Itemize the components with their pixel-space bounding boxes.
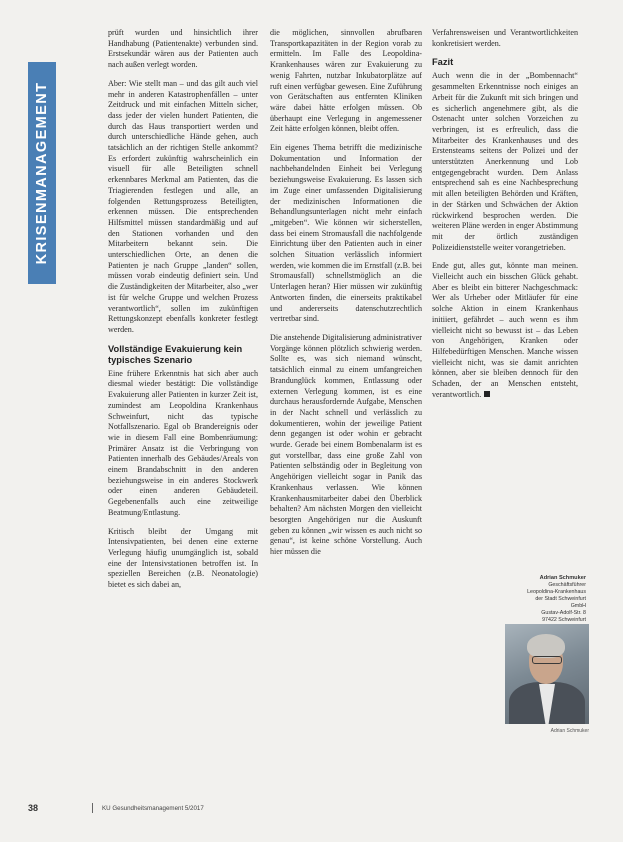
end-mark-icon [484, 391, 490, 397]
paragraph: Ein eigenes Thema betrifft die medizinische Dokumentation und Information der nachbehandelnden Einheit bei Verlegung beziehungsweise Evakuierung. Es lassen sich im Zuge einer umfassenden Digitalisierung der medizinischen Informationen die Behandlungsunterlagen nicht mehr einfach „mitgeben“. Wie können wir sicherstellen, dass bei einem Stromausfall die nachfolgende Einrichtung über den Patienten auch in einer solchen Situation verlässlich informiert werden, wie kommen die im Ernstfall (z.B. bei Stromausfall) schnellstmöglich an die Unterlagen heran? Hier müssen wir zukünftig Antworten finden, die einerseits praktikabel und andererseits datenschutzrechtlich vertretbar sind. [270, 143, 422, 324]
closing-text: Ende gut, alles gut, könnte man meinen. Vielleicht auch ein bisschen Glück gehabt. Aber es bleibt ein bitterer Nachgeschmack: Wer als Urheber oder Mitläufer für eine solche Aktion in einem Krankenhaus initiiert, gefährdet – auch wenn es ihm vielleicht nicht so bewusst ist – das Leben von Angehörigen, Kranken oder Hilfebedürftigen Menschen. Manche wissen vielleicht nicht, was sie damit anrichten können, aber sie bleiben dennoch für den Schaden, der an Menschen entsteht, verantwortlich. [432, 261, 578, 399]
author-organization: Leopoldina-Krankenhaus [527, 589, 586, 595]
author-box [520, 575, 586, 624]
section-label: KRISENMANAGEMENT [34, 81, 50, 265]
section-heading: Fazit [432, 57, 454, 68]
footer-divider [92, 803, 93, 813]
article-column-3 [432, 28, 578, 409]
photo-caption: Adrian Schmuker [550, 728, 589, 734]
author-name: Adrian Schmuker [539, 575, 586, 581]
author-organization-2: der Stadt Schweinfurt GmbH [535, 596, 586, 609]
paragraph [432, 261, 578, 400]
section-heading: Vollständige Evakuierung kein typisches Szenario [108, 343, 243, 365]
author-photo [505, 624, 589, 724]
paragraph: Aber: Wie stellt man – und das gilt auch viel mehr in anderen Katastrophenfällen – unter Zeitdruck und mit einfachen Mitteln sicher, dass jeder der vielen hundert Patienten, die durch das Haus transportiert werden und durch unterschiedliche Hände gehen, auch tatsächlich an der richtigen Stelle ankommt? Es erfordert zukünftig wahrscheinlich ein visuell für alle Beteiligten schnell erkennbares Merkmal am Patienten, das die Triagierenden festlegen und alle, an folgenden Rettungsprozess Beteiligten, erkennen müssen. Die entsprechenden Hilfsmittel müssen standardmäßig und auf den Stationen vorhanden und den Mitarbeitern bekannt sein. Die unterschiedlichen Orte, an denen die Patienten je nach Gruppe „landen“ sollen, müssen vorab eindeutig definiert sein. Und die Zuständigkeiten der Mitarbeiter, also „wer ist für welche Gruppe und welchen Prozess verantwortlich“, sollen im zukünftigen Rettungskonzept ebenfalls konkreter festlegt werden. [108, 78, 258, 334]
paragraph: Die anstehende Digitalisierung administrativer Vorgänge können plötzlich schwierig werden. Sollte es, was sich niemand wünscht, tatsächlich einmal zu einem umfangreichen Brandunglück kommen, Entlassung oder externen Verlegung kommen, ist es eine durchaus herausfordernde Aufgabe, Menschen in der Nacht schnell und verlässlich zu dokumentieren, wohin der jeweilige Patient denn gegangen ist oder wohin er gebracht wurde. Gerade bei einem Bombenalarm ist es gut vorstellbar, dass eine große Zahl von Patienten selbständig oder in Begleitung von Angehörigen vielleicht sogar in Panik das Krankenhaus verlassen. Wie können Krankenhausmitarbeiter dabei den Überblick behalten? Am nächsten Morgen den vielleicht besorgten Angehörigen nur die Auskunft geben zu können „wir wissen es auch nicht so genau“, ist keine schöne Vorstellung. Auch hier müssen die [270, 332, 422, 557]
publication-name: KU Gesundheitsmanagement 5/2017 [102, 805, 204, 812]
paragraph: prüft wurden und hinsichtlich ihrer Handhabung (Patientenakte) verbunden sind. Erstsekundär wären aus der Patienten auch nach außen verlegt worden. [108, 28, 258, 70]
article-column-1 [108, 28, 258, 599]
page-footer [28, 803, 588, 817]
author-title: Geschäftsführer [548, 582, 586, 588]
paragraph: Auch wenn die in der „Bombennacht“ gesammelten Erkenntnisse noch einiges an Arbeit für die Zukunft mit sich bringen und es sicherlich angenehmere gibt, als die Ostenacht unter solchen Vorzeichen zu verbringen, ist es erfreulich, dass die Mitarbeiter des Krankenhauses und des Erstensteams seitens der Polizei und der unterstützten Anerkennung und Lob entgegengebracht wurden. Dem Anlass entsprechend sah es eine Nachbesprechung mit allen beteiligten Behörden und Kräften, in der Stärken und Schwächen der Aktion rückwirkend besprochen werden. Die weiteren Pläne werden in enger Abstimmung mit der örtlich zuständigen Polizeidienststelle weiter vorangetrieben. [432, 71, 578, 252]
page-number: 38 [28, 803, 39, 813]
author-city: 97422 Schweinfurt [542, 617, 586, 623]
paragraph: Verfahrensweisen und Verantwortlichkeiten konkretisiert werden. [432, 28, 578, 48]
author-street: Gustav-Adolf-Str. 8 [541, 610, 586, 616]
paragraph: Eine frühere Erkenntnis hat sich aber auch diesmal wieder bestätigt: Die vollständige Evakuierung aller Patienten in kurzer Zeit ist, zumindest am Leopoldina Krankenhaus Schweinfurt, nicht das typische Notfallszenario. Egal ob Brandereignis oder wie in diesem Fall eine Bombenräumung: Primärer Ansatz ist die Verbringung von Patienten innerhalb des Gebäudes/Areals von einem Brandabschnitt in den anderen beziehungsweise in ein anderes Stockwerk oder einen anderen Gebäudeteil. Gegebenenfalls auch eine zeitweilige Beatmung/Entlastung. [108, 368, 258, 517]
section-label-bar [28, 62, 56, 284]
paragraph: Kritisch bleibt der Umgang mit Intensivpatienten, bei denen eine externe Verlegung häufig unumgänglich ist, sobald eine der Intensivstationen betroffen ist. In speziellen Bereichen (z.B. Neonatologie) bietet es sich dabei an, [108, 526, 258, 590]
article-column-2 [270, 28, 422, 566]
paragraph: die möglichen, sinnvollen abrufbaren Transportkapazitäten in der Region vorab zu ermitteln. Im Falle des Leopoldina-Krankenhauses wären zur Evakuierung zu wenig Fahrten, nutzbar Inkubatorplätze auf ruft einen verfügbar gewesen. Eine Zuführung von Gerätschaften aus entfernten Kliniken wäre dabei hätte erfolgen müssen. Ob überhaupt eine Verlegung in angemessener Zeit hätte erfolgen können, bleibt offen. [270, 28, 422, 134]
